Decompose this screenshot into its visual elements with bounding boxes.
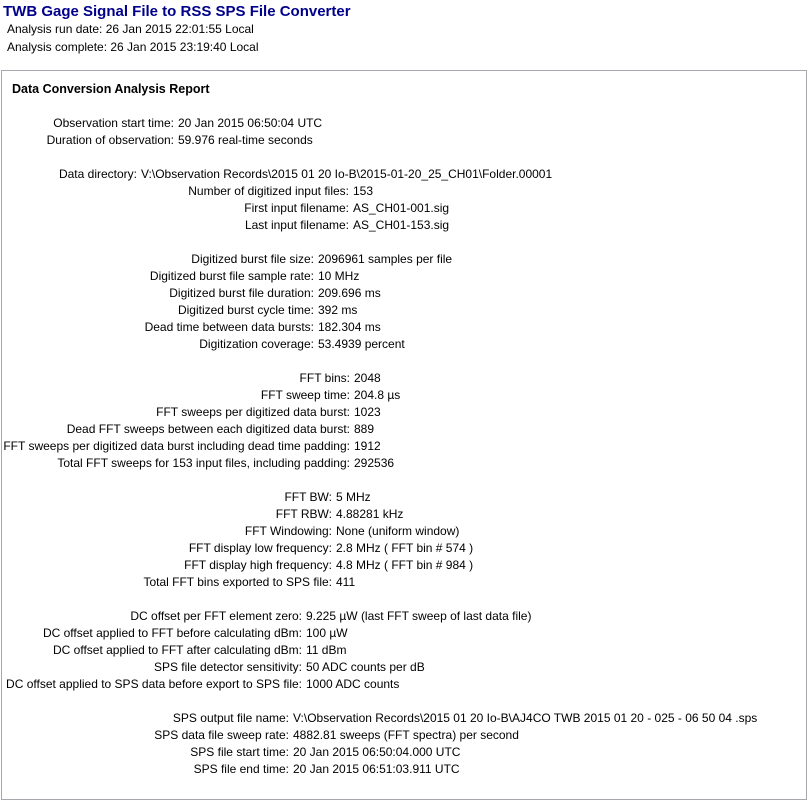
report-line (2, 455, 806, 472)
line-label: FFT sweep time: (260, 388, 350, 402)
report-line (2, 608, 806, 625)
line-label: DC offset per FFT element zero: (130, 609, 302, 623)
report-line (2, 217, 806, 234)
line-label: SPS output file name: (172, 711, 289, 725)
line-label: SPS file start time: (190, 745, 289, 759)
line-value: 10 MHz (318, 269, 360, 283)
report-section-input-files (2, 166, 806, 234)
line-label: FFT RBW: (275, 507, 332, 521)
line-label: SPS data file sweep rate: (154, 728, 289, 742)
header-meta (7, 21, 810, 56)
report-line (2, 421, 806, 438)
report-section-fft-bandwidth (2, 489, 806, 591)
line-value: 20 Jan 2015 06:50:04 UTC (178, 116, 323, 130)
report-line (2, 438, 806, 455)
line-value: 889 (354, 422, 375, 436)
line-label: Data directory: (58, 167, 137, 181)
line-label: SPS file end time: (193, 762, 289, 776)
line-value: 4.8 MHz ( FFT bin # 984 ) (336, 558, 474, 572)
report-line (2, 302, 806, 319)
report-line (2, 319, 806, 336)
page-title: TWB Gage Signal File to RSS SPS File Converter (3, 3, 351, 20)
header-meta-line: Analysis complete: 26 Jan 2015 23:19:40 Local (7, 39, 259, 54)
report-line (2, 489, 806, 506)
line-value: 53.4939 percent (318, 337, 405, 351)
line-label: FFT sweeps per digitized data burst: (156, 405, 350, 419)
line-value: 292536 (354, 456, 395, 470)
report-line (2, 183, 806, 200)
report-line (2, 166, 806, 183)
line-value: 2096961 samples per file (318, 252, 453, 266)
report-line (2, 523, 806, 540)
report-line (2, 574, 806, 591)
report-line (2, 710, 806, 727)
line-label: Digitized burst file sample rate: (149, 269, 314, 283)
line-value: 411 (336, 575, 356, 589)
line-value: 153 (353, 184, 374, 198)
report-line (2, 285, 806, 302)
line-label: Last input filename: (244, 218, 349, 232)
line-value: 9.225 µW (last FFT sweep of last data file) (306, 609, 532, 623)
line-label: FFT BW: (284, 490, 332, 504)
report-line (2, 115, 806, 132)
report-line (2, 336, 806, 353)
line-label: DC offset applied to SPS data before export to SPS file: (6, 677, 302, 691)
line-value: AS_CH01-001.sig (353, 201, 450, 215)
line-label: Number of digitized input files: (188, 184, 349, 198)
line-label: Total FFT sweeps for 153 input files, including padding: (57, 456, 350, 470)
line-value: 11 dBm (306, 643, 347, 657)
report-line (2, 659, 806, 676)
line-value: 182.304 ms (318, 320, 381, 334)
line-value: 59.976 real-time seconds (178, 133, 313, 147)
line-value: 392 ms (318, 303, 358, 317)
line-label: Digitized burst file duration: (169, 286, 314, 300)
report-section-digitized-burst (2, 251, 806, 353)
report-section-dc-offset (2, 608, 806, 693)
line-value: 4882.81 sweeps (FFT spectra) per second (293, 728, 519, 742)
report-line (2, 387, 806, 404)
line-label: Duration of observation: (46, 133, 174, 147)
line-value: AS_CH01-153.sig (353, 218, 450, 232)
line-label: Digitized burst file size: (191, 252, 314, 266)
line-value: 1912 (354, 439, 381, 453)
report-line (2, 251, 806, 268)
line-value: 1023 (354, 405, 381, 419)
report-line (2, 642, 806, 659)
header-meta-line: Analysis run date: 26 Jan 2015 22:01:55 Local (7, 22, 254, 36)
line-label: First input filename: (244, 201, 349, 215)
line-value: 5 MHz (336, 490, 371, 504)
report-line (2, 744, 806, 761)
report-section-fft-sweeps (2, 370, 806, 472)
line-label: Dead FFT sweeps between each digitized data burst: (66, 422, 350, 436)
report-sections (2, 115, 806, 778)
line-value: 4.88281 kHz (336, 507, 404, 521)
report-title: Data Conversion Analysis Report (12, 82, 210, 96)
report-line (2, 557, 806, 574)
line-label: Digitization coverage: (199, 337, 314, 351)
report-line (2, 506, 806, 523)
line-label: SPS file detector sensitivity: (153, 660, 302, 674)
report-line (2, 404, 806, 421)
line-value: 50 ADC counts per dB (306, 660, 425, 674)
line-label: Dead time between data bursts: (144, 320, 314, 334)
line-value: 20 Jan 2015 06:50:04.000 UTC (293, 745, 461, 759)
line-value: None (uniform window) (336, 524, 460, 538)
line-value: 1000 ADC counts (306, 677, 400, 691)
line-label: FFT display high frequency: (184, 558, 332, 572)
line-label: DC offset applied to FFT after calculating dBm: (52, 643, 302, 657)
line-value: 2048 (354, 371, 381, 385)
report-line (2, 625, 806, 642)
line-label: FFT display low frequency: (188, 541, 332, 555)
line-label: Observation start time: (53, 116, 174, 130)
line-label: FFT Windowing: (244, 524, 332, 538)
line-value: 20 Jan 2015 06:51:03.911 UTC (293, 762, 460, 776)
report-section-sps-output (2, 710, 806, 778)
line-label: FFT sweeps per digitized data burst including dead time padding: (3, 439, 350, 453)
line-value: V:\Observation Records\2015 01 20 Io-B\2015-01-20_25_CH01\Folder.00001 (141, 167, 553, 181)
report-line (2, 132, 806, 149)
line-value: V:\Observation Records\2015 01 20 Io-B\AJ4CO TWB 2015 01 20 - 025 - 06 50 04 .sps (293, 711, 758, 725)
report-line (2, 761, 806, 778)
line-label: Total FFT bins exported to SPS file: (143, 575, 332, 589)
report-section-observation (2, 115, 806, 149)
report-line (2, 200, 806, 217)
report-line (2, 540, 806, 557)
report-line (2, 370, 806, 387)
line-label: DC offset applied to FFT before calculating dBm: (42, 626, 302, 640)
line-label: Digitized burst cycle time: (177, 303, 314, 317)
line-value: 209.696 ms (318, 286, 381, 300)
line-label: FFT bins: (299, 371, 350, 385)
report-line (2, 268, 806, 285)
report-line (2, 676, 806, 693)
line-value: 100 µW (306, 626, 348, 640)
report-line (2, 727, 806, 744)
report-box (1, 70, 807, 800)
line-value: 2.8 MHz ( FFT bin # 574 ) (336, 541, 474, 555)
line-value: 204.8 µs (354, 388, 401, 402)
